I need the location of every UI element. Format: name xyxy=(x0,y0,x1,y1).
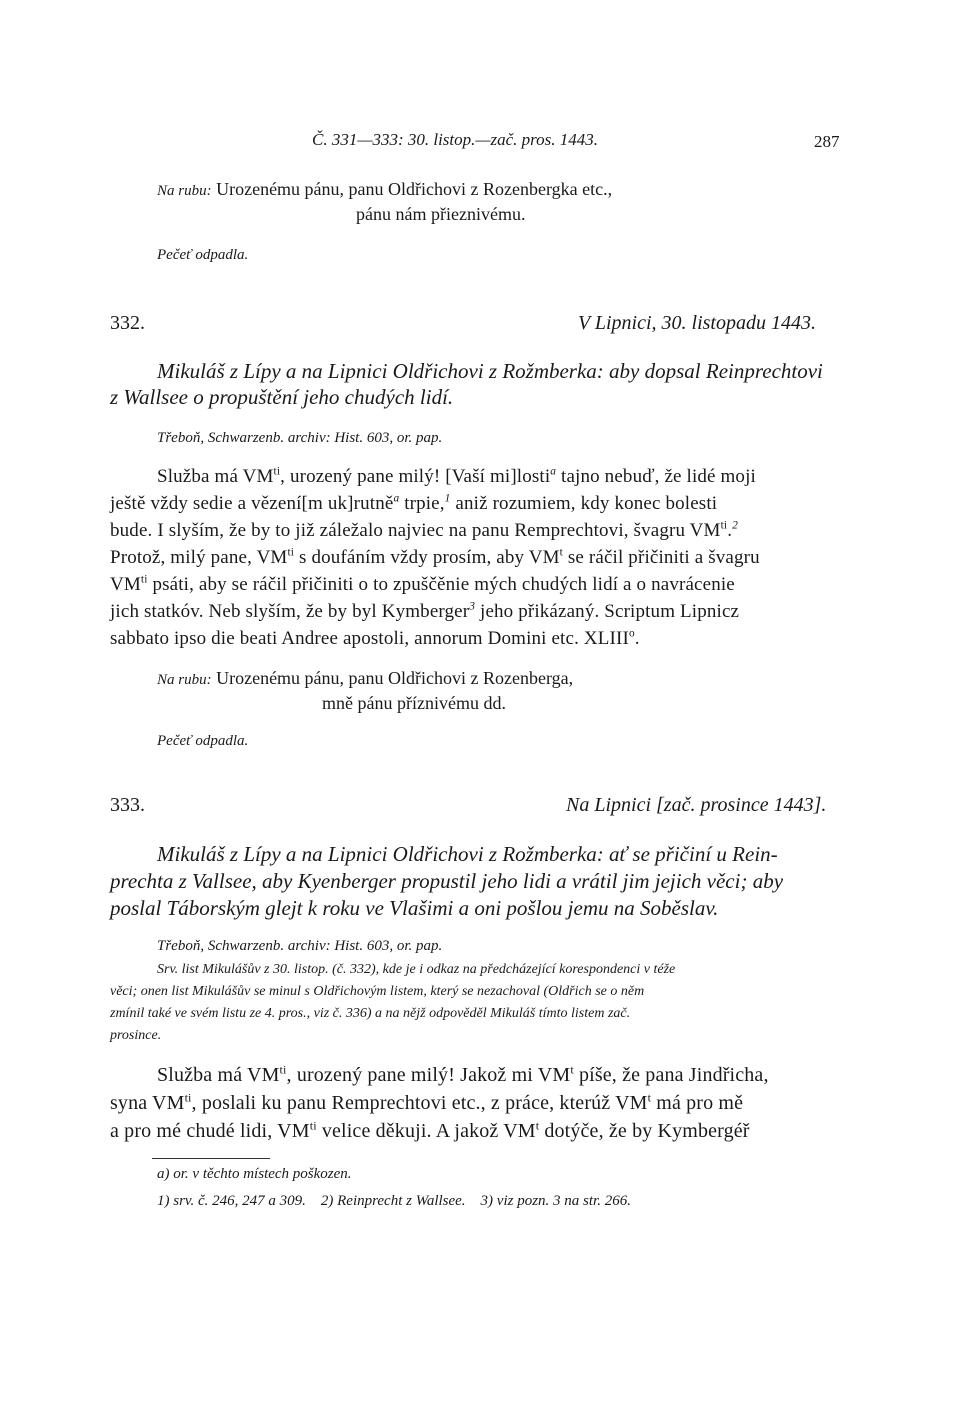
doc-place-date: Na Lipnici [zač. prosince 1443]. xyxy=(566,794,827,816)
footnote-numbered: 1) srv. č. 246, 247 a 309. 2) Reinprecht z Wallsee. 3) viz pozn. 3 na str. 266. xyxy=(157,1193,631,1209)
editor-note-line: věci; onen list Mikulášův se minul s Oldřichovým listem, který se nezachoval (Oldřich se o něm xyxy=(110,984,645,999)
text-line: Služba má $VM^{ti}$, urozený pane milý! [Vaší mi]losti$^a$ tajno nebuď, že lidé moji xyxy=(157,465,756,487)
regest-line: Mikuláš z Lípy a na Lipnici Oldřichovi z Rožmberka: aby dopsal Reinprechtovi xyxy=(157,359,823,383)
footnote-letter: a) or. v těchto místech poškozen. xyxy=(157,1166,352,1182)
doc-number: 333. xyxy=(110,794,145,816)
text-line: Protož, milý pane, $VM^{ti}$ s doufáním vždy prosím, aby $VM^t$ se ráčil přičiniti a švagru xyxy=(110,546,760,568)
seal-note: Pečeť odpadla. xyxy=(157,247,249,263)
seal-note: Pečeť odpadla. xyxy=(157,733,249,749)
editor-note-line: prosince. xyxy=(110,1028,162,1043)
text-line: a pro mé chudé lidi, $VM^{ti}$ velice děkuji. A jakož $VM^t$ dotýče, že by Kymbergéř xyxy=(110,1118,750,1142)
running-header: Č. 331—333: 30. listop.—zač. pros. 1443. xyxy=(312,130,599,149)
address-block xyxy=(157,179,612,200)
footnote-rule xyxy=(152,1158,270,1159)
regest-line: Mikuláš z Lípy a na Lipnici Oldřichovi z Rožmberka: ať se přičiní u Rein- xyxy=(157,842,778,866)
editor-note-line: Srv. list Mikulášův z 30. listop. (č. 332), kde je i odkaz na předcházející korespondenci v téže xyxy=(157,962,676,977)
doc-place-date: V Lipnici, 30. listopadu 1443. xyxy=(578,312,816,334)
archive-note: Třeboň, Schwarzenb. archiv: Hist. 603, or. pap. xyxy=(157,938,443,954)
doc-number: 332. xyxy=(110,312,145,334)
regest-line: z Wallsee o propuštění jeho chudých lidí. xyxy=(110,385,454,409)
regest-line: prechta z Vallsee, aby Kyenberger propustil jeho lidi a vrátil jim jejich věci; aby xyxy=(110,869,784,893)
address-label: Na rubu: xyxy=(157,183,212,199)
regest-line: poslal Táborským glejt k roku ve Vlašimi a oni pošlou jemu na Soběslav. xyxy=(110,896,719,920)
address-label: Na rubu: xyxy=(157,672,212,688)
text-line: syna $VM^{ti}$, poslali ku panu Remprechtovi etc., z práce, kterúž $VM^t$ má pro mě xyxy=(110,1090,744,1114)
text-line: ještě vždy sedie a vězení[m uk]rutně$^a$ trpie,$^1$ aniž rozumiem, kdy konec bolesti xyxy=(110,492,718,514)
text-line: jich statkóv. Neb slyším, že by byl Kymberger$^3$ jeho přikázaný. Scriptum Lipnicz xyxy=(110,600,740,622)
address-line-2: mně pánu příznivému dd. xyxy=(322,693,506,713)
archive-note: Třeboň, Schwarzenb. archiv: Hist. 603, or. pap. xyxy=(157,430,443,446)
editor-note-line: zmínil také ve svém listu ze 4. pros., viz č. 336) a na nějž odpověděl Mikuláš tímto listem zač. xyxy=(110,1006,631,1021)
address-block xyxy=(157,668,573,689)
address-line-1: Urozenému pánu, panu Oldřichovi z Rozenberga, xyxy=(216,668,574,688)
text-line: $VM^{ti}$ psáti, aby se ráčil přičiniti o to zpuščěnie mých chudých lidí a o navrácenie xyxy=(110,573,735,595)
text-line: bude. I slyším, že by to již záležalo najviec na panu Remprechtovi, švagru $VM^{ti}.^2$ xyxy=(110,519,738,541)
text-line: Služba má $VM^{ti}$, urozený pane milý! Jakož mi $VM^t$ píše, že pana Jindřicha, xyxy=(157,1062,769,1086)
text-line: sabbato ipso die beati Andree apostoli, annorum Domini etc. XLIII$^o$. xyxy=(110,627,640,649)
address-line-2: pánu nám přieznivému. xyxy=(356,204,526,224)
page-number: 287 xyxy=(814,132,840,151)
address-line-1: Urozenému pánu, panu Oldřichovi z Rozenbergka etc., xyxy=(216,179,613,199)
